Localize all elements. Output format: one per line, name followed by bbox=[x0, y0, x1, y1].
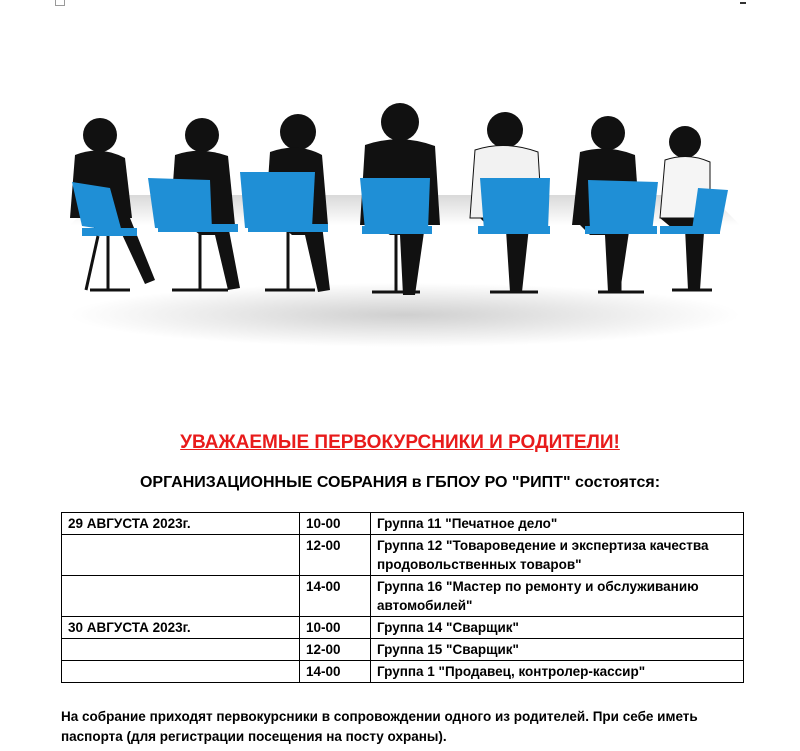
table-row bbox=[62, 661, 744, 683]
schedule-table bbox=[61, 512, 744, 683]
date-cell: 29 АВГУСТА 2023г. bbox=[62, 513, 300, 535]
group-cell: Группа 14 "Сварщик" bbox=[371, 617, 744, 639]
meeting-illustration bbox=[60, 100, 750, 350]
group-cell: Группа 11 "Печатное дело" bbox=[371, 513, 744, 535]
page-corner-mark bbox=[55, 0, 65, 6]
page-subheading: ОРГАНИЗАЦИОННЫЕ СОБРАНИЯ в ГБПОУ РО "РИПТ" состоятся: bbox=[139, 474, 661, 491]
date-cell bbox=[62, 661, 300, 683]
page-heading: УВАЖАЕМЫЕ ПЕРВОКУРСНИКИ И РОДИТЕЛИ! bbox=[180, 432, 620, 453]
page-corner-mark bbox=[740, 0, 746, 4]
date-cell bbox=[62, 576, 300, 617]
footer-note: На собрание приходят первокурсники в сопровождении одного из родителей. При себе иметь паспорта (для регистрации посещения на посту охраны). bbox=[61, 709, 698, 744]
date-cell bbox=[62, 535, 300, 576]
table-row bbox=[62, 617, 744, 639]
time-cell: 12-00 bbox=[300, 535, 371, 576]
date-cell bbox=[62, 639, 300, 661]
time-cell: 12-00 bbox=[300, 639, 371, 661]
time-cell: 10-00 bbox=[300, 617, 371, 639]
time-cell: 14-00 bbox=[300, 661, 371, 683]
group-cell: Группа 16 "Мастер по ремонту и обслуживанию автомобилей" bbox=[371, 576, 744, 617]
table-row bbox=[62, 576, 744, 617]
date-cell: 30 АВГУСТА 2023г. bbox=[62, 617, 300, 639]
group-cell: Группа 15 "Сварщик" bbox=[371, 639, 744, 661]
table-row bbox=[62, 639, 744, 661]
chair-5 bbox=[478, 178, 550, 292]
table-row bbox=[62, 513, 744, 535]
chair-6 bbox=[585, 180, 658, 292]
time-cell: 14-00 bbox=[300, 576, 371, 617]
time-cell: 10-00 bbox=[300, 513, 371, 535]
group-cell: Группа 12 "Товароведение и экспертиза качества продовольственных товаров" bbox=[371, 535, 744, 576]
table-row bbox=[62, 535, 744, 576]
group-cell: Группа 1 "Продавец, контролер-кассир" bbox=[371, 661, 744, 683]
